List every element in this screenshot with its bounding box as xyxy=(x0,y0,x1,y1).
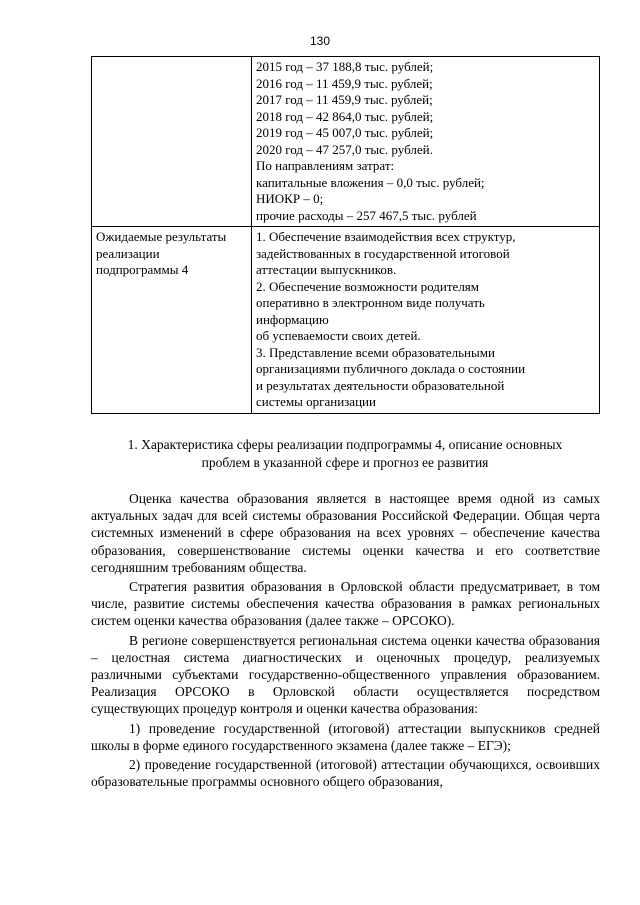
result-line: 3. Представление всеми образовательными xyxy=(256,344,495,360)
funding-line: 2017 год – 11 459,9 тыс. рублей; xyxy=(256,92,433,107)
result-line: аттестации выпускников. xyxy=(256,262,397,277)
funding-line: НИОКР – 0; xyxy=(256,191,324,206)
row-label-line: подпрограммы 4 xyxy=(96,262,189,277)
paragraph: Стратегия развития образования в Орловской области предусматривает, в том числе, развитие системы обеспечения качества образования в рамках региональных систем оценки качества образования (далее также – ОРСОКО). xyxy=(91,579,600,629)
funding-line: 2016 год – 11 459,9 тыс. рублей; xyxy=(256,75,433,91)
result-line: задействованных в государственной итоговой xyxy=(256,245,510,261)
row-label-cell xyxy=(92,57,252,227)
section-title xyxy=(90,436,600,471)
funding-line: 2019 год – 45 007,0 тыс. рублей; xyxy=(256,125,434,140)
section-title-line: проблем в указанной сфере и прогноз ее развития xyxy=(201,454,489,470)
funding-line: 2020 год – 47 257,0 тыс. рублей. xyxy=(256,141,433,157)
funding-line: По направлениям затрат: xyxy=(256,158,395,173)
subprogram-passport-table xyxy=(91,56,600,414)
row-label-line: Ожидаемые результаты xyxy=(96,229,227,244)
body-text xyxy=(91,490,600,790)
expected-results-cell xyxy=(252,227,600,414)
result-line: организациями публичного доклада о состоянии xyxy=(256,361,526,376)
row-label-cell xyxy=(92,227,252,414)
paragraph: 1) проведение государственной (итоговой) аттестации выпускников средней школы в форме единого государственного экзамена (далее также – ЕГЭ); xyxy=(91,720,600,753)
paragraph: Оценка качества образования является в настоящее время одной из самых актуальных задач для всей системы образования Российской Федерации. Общая черта системных изменений в сфере образования на всех уровнях – обеспечение качества образования, совершенствование системы оценки качества и его соответствие сегодняшним требованиям общества. xyxy=(91,491,600,575)
table-row-expected-results xyxy=(92,227,600,414)
result-line: 1. Обеспечение взаимодействия всех структур, xyxy=(256,229,516,244)
result-line: и результатах деятельности образовательной xyxy=(256,377,505,393)
result-line: 2. Обеспечение возможности родителям xyxy=(256,278,480,294)
result-line: оперативно в электронном виде получать xyxy=(256,295,485,310)
paragraph: 2) проведение государственной (итоговой) аттестации обучающихся, освоивших образовательные программы основного общего образования, xyxy=(91,757,600,790)
funding-line: 2015 год – 37 188,8 тыс. рублей; xyxy=(256,59,434,74)
result-line: информацию xyxy=(256,311,329,327)
result-line: системы организации xyxy=(256,394,376,409)
section-title-line: 1. Характеристика сферы реализации подпрограммы 4, описание основных xyxy=(127,437,563,452)
paragraph: В регионе совершенствуется региональная система оценки качества образования – целостная система диагностических и оценочных процедур, реализуемых различными субъектами государственно-общественного управления образованием. Реализация ОРСОКО в Орловской области осуществляется посредством существующих процедур контроля и оценки качества образования: xyxy=(91,632,600,717)
funding-line: прочие расходы – 257 467,5 тыс. рублей xyxy=(256,207,477,223)
result-line: об успеваемости своих детей. xyxy=(256,328,421,343)
row-label-line: реализации xyxy=(96,245,160,261)
table-row-funding xyxy=(92,57,600,227)
page-number: 130 xyxy=(309,34,331,48)
funding-line: капитальные вложения – 0,0 тыс. рублей; xyxy=(256,174,485,190)
funding-line: 2018 год – 42 864,0 тыс. рублей; xyxy=(256,108,434,124)
funding-details-cell xyxy=(252,57,600,227)
